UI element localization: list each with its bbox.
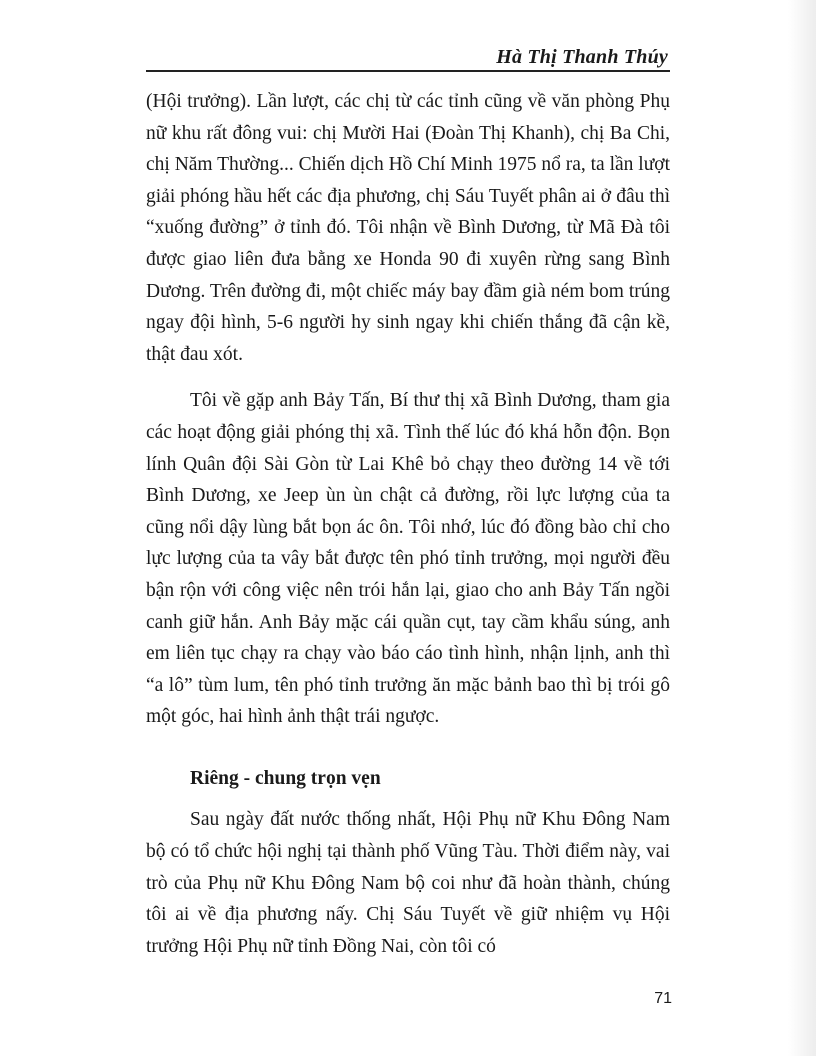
- body-text: [146, 86, 670, 962]
- page-number: 71: [654, 990, 672, 1007]
- paragraph-binh-duong: Tôi về gặp anh Bảy Tấn, Bí thư thị xã Bình Dương, tham gia các hoạt động giải phóng thị xã. Tình thế lúc đó khá hỗn độn. Bọn lính Quân đội Sài Gòn từ Lai Khê bỏ chạy theo đường 14 về tới Bình Dương, xe Jeep ùn ùn chật cả đường, rồi lực lượng của ta cũng nổi dậy lùng bắt bọn ác ôn. Tôi nhớ, lúc đó đồng bào chỉ cho lực lượng của ta vây bắt được tên phó tỉnh trưởng, mọi người đều bận rộn với công việc nên trói hắn lại, giao cho anh Bảy Tấn ngồi canh giữ hắn. Anh Bảy mặc cái quần cụt, tay cầm khẩu súng, anh em liên tục chạy ra chạy vào báo cáo tình hình, nhận lịnh, anh thì “a lô” tùm lum, tên phó tỉnh trưởng ăn mặc bảnh bao thì bị trói gô một góc, hai hình ảnh thật trái ngược.: [146, 390, 670, 728]
- scan-edge-shadow: [788, 0, 816, 1056]
- paragraph-continued: (Hội trưởng). Lần lượt, các chị từ các tỉnh cũng về văn phòng Phụ nữ khu rất đông vui: chị Mười Hai (Đoàn Thị Khanh), chị Ba Chi, chị Năm Thường... Chiến dịch Hồ Chí Minh 1975 nổ ra, ta lần lượt giải phóng hầu hết các địa phương, chị Sáu Tuyết phân ai ở đâu thì “xuống đường” ở tỉnh đó. Tôi nhận về Bình Dương, từ Mã Đà tôi được giao liên đưa bằng xe Honda 90 đi xuyên rừng sang Bình Dương. Trên đường đi, một chiếc máy bay đầm già ném bom trúng ngay đội hình, 5-6 người hy sinh ngay khi chiến thắng đã cận kề, thật đau xót.: [146, 91, 670, 365]
- paragraph-section-start: Sau ngày đất nước thống nhất, Hội Phụ nữ Khu Đông Nam bộ có tổ chức hội nghị tại thành phố Vũng Tàu. Thời điểm này, vai trò của Phụ nữ Khu Đông Nam bộ coi như đã hoàn thành, chúng tôi ai về địa phương nấy. Chị Sáu Tuyết về giữ nhiệm vụ Hội trưởng Hội Phụ nữ tỉnh Đồng Nai, còn tôi có: [146, 809, 670, 957]
- running-header-author: Hà Thị Thanh Thúy: [496, 46, 668, 68]
- running-header: [146, 42, 670, 72]
- section-heading: Riêng - chung trọn vẹn: [190, 767, 381, 789]
